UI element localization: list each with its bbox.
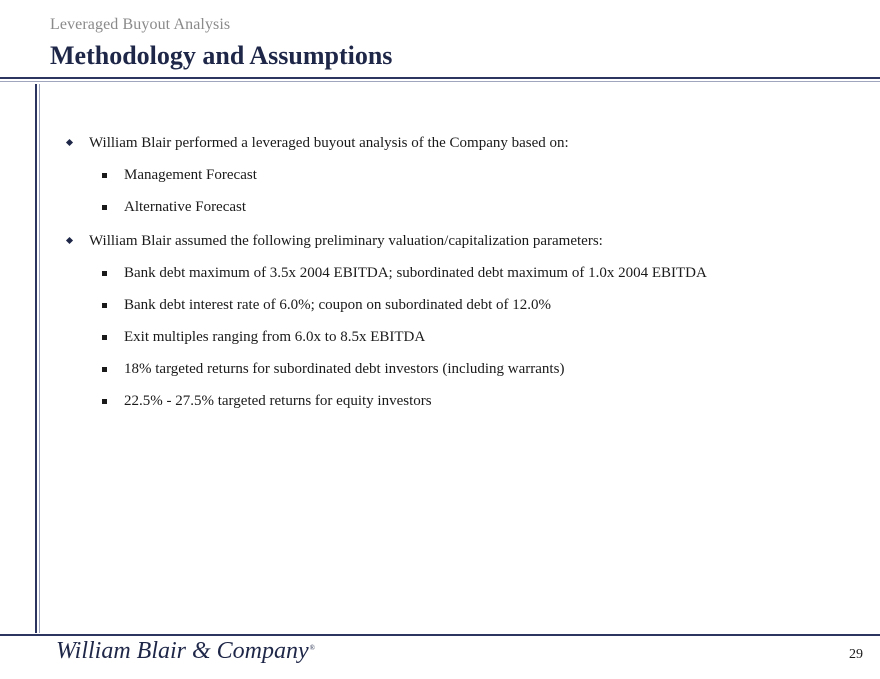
section-subtitle: Leveraged Buyout Analysis	[50, 16, 231, 33]
bullet-text: William Blair performed a leveraged buyout analysis of the Company based on:	[89, 135, 569, 151]
sub-bullet-text: Bank debt maximum of 3.5x 2004 EBITDA; subordinated debt maximum of 1.0x 2004 EBITDA	[124, 265, 707, 281]
square-bullet-icon	[102, 303, 107, 308]
sub-bullet-text: Alternative Forecast	[124, 199, 247, 215]
sub-bullet-item	[64, 263, 864, 283]
bullet-item	[64, 133, 864, 153]
bullet-content	[64, 133, 864, 411]
sub-bullet-text: Bank debt interest rate of 6.0%; coupon on subordinated debt of 12.0%	[124, 297, 551, 313]
bullet-text: William Blair assumed the following preliminary valuation/capitalization parameters:	[89, 233, 603, 249]
company-logo	[56, 638, 315, 665]
footer-rule	[0, 634, 880, 636]
square-bullet-icon	[102, 173, 107, 178]
diamond-bullet-icon	[66, 237, 73, 244]
sub-bullet-item	[64, 165, 864, 185]
bullet-item	[64, 231, 864, 251]
sub-bullet-item	[64, 391, 864, 411]
sub-bullet-text: 22.5% - 27.5% targeted returns for equity investors	[124, 393, 432, 409]
square-bullet-icon	[102, 335, 107, 340]
square-bullet-icon	[102, 205, 107, 210]
sub-bullet-item	[64, 327, 864, 347]
sub-bullet-text: 18% targeted returns for subordinated debt investors (including warrants)	[124, 361, 565, 377]
header-rule	[0, 77, 880, 79]
square-bullet-icon	[102, 367, 107, 372]
registered-mark: ®	[309, 644, 315, 652]
sub-bullet-item	[64, 295, 864, 315]
square-bullet-icon	[102, 399, 107, 404]
sub-bullet-text: Management Forecast	[124, 167, 257, 183]
left-margin-rule-light	[39, 84, 40, 633]
square-bullet-icon	[102, 271, 107, 276]
sub-bullet-item	[64, 359, 864, 379]
sub-bullet-text: Exit multiples ranging from 6.0x to 8.5x EBITDA	[124, 329, 426, 345]
page-number: 29	[849, 647, 863, 662]
page-title: Methodology and Assumptions	[50, 41, 393, 70]
left-margin-rule	[35, 84, 37, 633]
sub-bullet-item	[64, 197, 864, 217]
logo-text: William Blair & Company	[56, 638, 309, 664]
diamond-bullet-icon	[66, 139, 73, 146]
header-rule-light	[0, 81, 880, 82]
